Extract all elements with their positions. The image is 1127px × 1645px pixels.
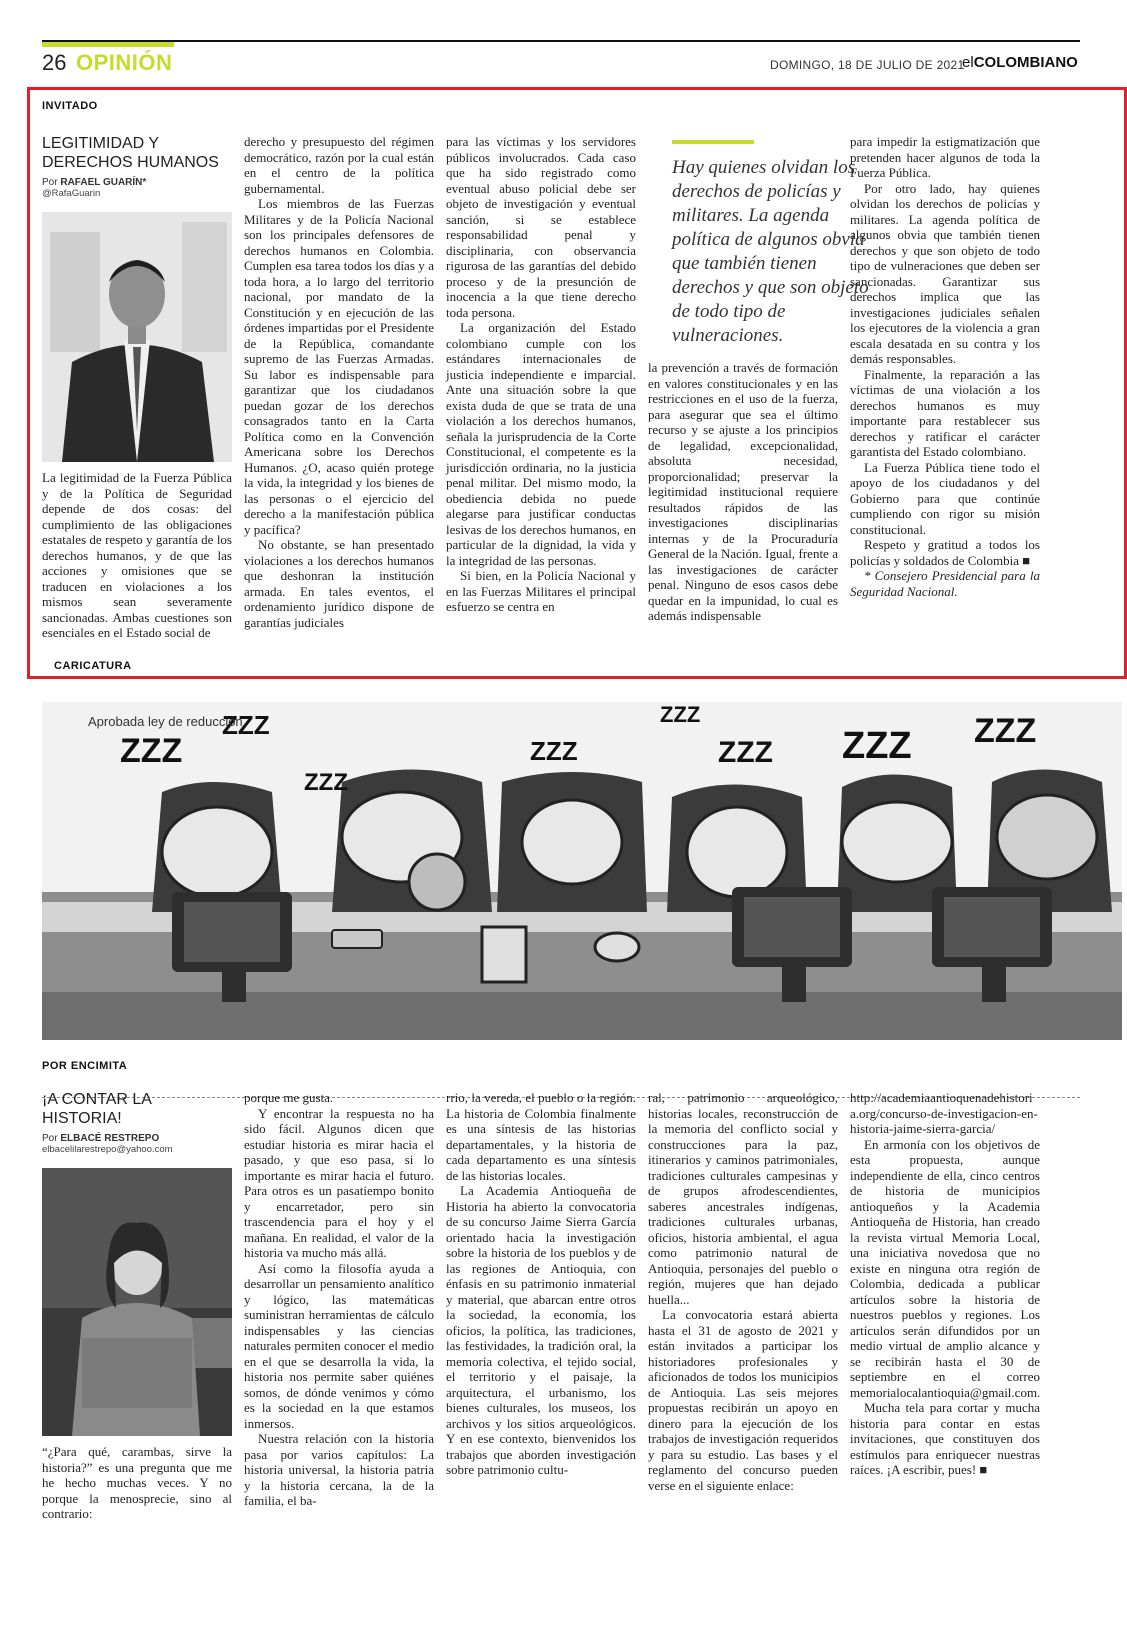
invitado-col5-p4: La Fuerza Pública tiene todo el apoyo de los ciudadanos y del Gobierno para que continúe cumpliendo con rigor su misión constitucional. (850, 459, 1040, 537)
invitado-column-1 (42, 470, 232, 641)
logo-prefix: el (962, 54, 974, 71)
section-accent-bar (42, 42, 174, 47)
zzz-mark-1: ZZZ (120, 732, 183, 770)
byline-por: Por (42, 177, 58, 188)
invitado-col4-text: la prevención a través de formación en valores constitucionales y en las restricciones en el uso de la fuerza, para asegurar que sea el último recurso y se ajuste a los principios de legalidad, excepcionalidad, absoluta necesidad, proporcionalidad; preservar la legitimidad institucional requiere resultados rápidos de las investigaciones disciplinarias internas y de la Procuraduría General de la Nación. Igual, frente a las investigaciones de carácter penal. Ninguno de esos casos debe quedar en la impunidad, lo cual es además indispensable (648, 360, 838, 623)
cartoon-illustration (42, 702, 1122, 1040)
logo-main: COLOMBIANO (973, 54, 1078, 71)
pull-quote-accent (672, 140, 754, 144)
encimita-label: POR ENCIMITA (42, 1060, 128, 1072)
encimita-col5-p2: En armonía con los objetivos de esta propuesta, aunque independiente de ella, cinco centros de historia de municipios antioqueños y la Academia Antioqueña de Historia, han creado la revista virtual Memoria Local, una iniciativa novedosa que no existe en ninguna otra región de Colombia, dedicada a publicar artículos sobre la historia de nuestros pueblos y regiones. Los artículos serán difundidos por un medio virtual de amplio alcance y se recibirán hasta el 30 de septiembre en el correo memorialocalantioquia@gmail.com. (850, 1136, 1041, 1400)
invitado-author: RAFAEL GUARÍN* (60, 177, 147, 188)
invitado-column-2 (244, 134, 434, 630)
invitado-footnote: * Consejero Presidencial para la Seguridad Nacional. (850, 568, 1040, 599)
encimita-byline (42, 1133, 232, 1144)
zzz-mark-4: ZZZ (530, 736, 578, 766)
invitado-col2-p3: No obstante, se han presentado violaciones a los derechos humanos que deshonran la institución armada. En tales eventos, el ordenamiento jurídico dispone de garantías judiciales (244, 537, 434, 630)
page-number: 26 (42, 50, 67, 75)
date-line: DOMINGO, 18 DE JULIO DE 2021 (770, 58, 965, 72)
encimita-email: elbacelilarestrepo@yahoo.com (42, 1144, 173, 1155)
invitado-col5-p1: para impedir la estigmatización que pretenden hacer algunos de toda la Fuerza Pública. (850, 134, 1040, 180)
encimita-title-line2: HISTORIA! (42, 1110, 122, 1127)
zzz-mark-8: ZZZ (974, 712, 1037, 750)
invitado-handle: @RafaGuarin (42, 188, 101, 199)
zzz-mark-6: ZZZ (718, 736, 773, 769)
invitado-column-4 (648, 360, 838, 624)
invitado-col2-p2: Los miembros de las Fuerzas Militares y de la Policía Nacional son los principales defensores de derechos humanos en Colombia. Cumplen esa tarea todos los días y a toda hora, a lo largo del territorio nacional, por mandato de la Constitución y en ejecución de las órdenes impartidas por el Presidente de la República, comandante supremo de las Fuerzas Armadas. Su labor es indispensable para garantizar que los ciudadanos puedan gozar de los derechos consagrados tanto en la Carta Política como en la Convención Americana sobre los Derechos Humanos. ¿O, acaso quién protege la vida, la integridad y los bienes de las personas o el ejercicio del derecho a la manifestación pública y pacífica? (244, 196, 434, 537)
invitado-heading-block (42, 134, 232, 199)
invitado-byline (42, 177, 232, 188)
header-rule (42, 40, 1080, 42)
invitado-col2-p1: derecho y presupuesto del régimen democrático, razón por la cual están en el centro de la política gubernamental. (244, 134, 434, 196)
invitado-col5-p3: Finalmente, la reparación a las víctimas de una violación a los derechos humanos es muy importante para restablecer sus derechos y ratificar el carácter garantista del Estado colombiano. (850, 366, 1040, 459)
invitado-col5-p5: Respeto y gratitud a todos los policías y soldados de Colombia ■ (850, 537, 1040, 568)
encimita-col5-p3: Mucha tela para cortar y mucha historia para contar en estas invitaciones, que constituyen dos estímulos para enriquecer nuestras raíces. ¡A escribir, pues! ■ (850, 1400, 1040, 1477)
author-photo-rafael (42, 212, 232, 462)
invitado-title-line1: LEGITIMIDAD Y (42, 135, 160, 152)
encimita-col4-p2: La convocatoria estará abierta hasta el 31 de agosto de 2021 y están invitados a participar los historiadores profesionales y aficionados de todos los municipios de Antioquia. Las seis mejores propuestas recibirán un apoyo en dinero para la ejecución de los trabajos de investigación requeridos y para su estudio. Las bases y el reglamento del concurso pueden verse en el siguiente enlace: (648, 1307, 838, 1493)
encimita-column-1 (42, 1444, 232, 1522)
contest-link[interactable]: http://academiaantioquenadehistoria.org/concurso-de-investigacion-en-historia-jaime-sierra-garcia/ (850, 1090, 1038, 1136)
encimita-author: ELBACÉ RESTREPO (60, 1133, 160, 1144)
invitado-col1-text: La legitimidad de la Fuerza Pública y de la Política de Seguridad depende de dos cosas: del cumplimiento de las obligaciones estatales de respeto y garantía de los derechos humanos, y de que las acciones y omisiones que se traducen en violaciones a los mismos sean severamente sancionadas. Ambas cuestiones son esenciales en el Estado social de (42, 470, 232, 640)
caricatura-label: CARICATURA (54, 660, 132, 672)
encimita-col4-p1: ral, patrimonio arqueológico, historias locales, reconstrucción de la memoria del conflicto social y construcciones para la paz, itinerarios y caminos patrimoniales, tradiciones culturales campesinas y de grupos afrodescendientes, saberes ancestrales indígenas, tradiciones culturales urbanas, oficios, historia ambiental, el agua como patrimonio natural de Antioquia, personajes del pueblo o región, mujeres que han dejado huella... (648, 1090, 838, 1307)
encimita-col2-p4: Nuestra relación con la historia pasa por varios capítulos: La historia universal, la historia patria y la historia cercana, la de la familia, el ba- (244, 1431, 434, 1508)
zzz-mark-5: ZZZ (660, 702, 701, 727)
cartoon-panel (42, 702, 1122, 1040)
encimita-col3-p2: La Academia Antioqueña de Historia ha abierto la convocatoria de su concurso Jaime Sierra García orientado hacia la investigación sobre la historia de los pueblos y de las regiones de Antioquia, con énfasis en su patrimonio inmaterial y material, que abarcan entre otros la sociedad, la economía, los oficios, la política, las tradiciones, las festividades, la tradición oral, la memoria colectiva, el tejido social, el territorio y el paisaje, la arquitectura, el urbanismo, los bienes culturales, los museos, los archivos y los sitios arqueológicos. Y en ese contexto, bienvenidos los trabajos que aborden investigación sobre patrimonio cultu- (446, 1183, 636, 1477)
encimita-column-5 (850, 1090, 1040, 1478)
invitado-title-line2: DERECHOS HUMANOS (42, 154, 219, 171)
invitado-label: INVITADO (42, 100, 98, 112)
newspaper-logo (962, 54, 1078, 71)
invitado-column-3 (446, 134, 636, 615)
invitado-col3-p2: La organización del Estado colombiano cumple con los estándares internacionales de justicia independiente e imparcial. Ante una situación sobre la que exista duda de que se trata de una violación a los derechos humanos, señala la jurisprudencia de la Corte Constitucional, el competente es la jurisdicción ordinaria, no la justicia penal militar. Del mismo modo, la obediencia debida no puede alegarse para justificar conductas lesivas de los derechos humanos, en particular de la dignidad, la vida y la integridad de las personas. (446, 320, 636, 568)
zzz-mark-2: ZZZ (222, 710, 270, 740)
encimita-column-3 (446, 1090, 636, 1478)
encimita-col2-p1: porque me gusta. (244, 1090, 334, 1105)
invitado-col3-p1: para las víctimas y los servidores públicos involucrados. Cada caso que ha sido registrado como eventual abuso policial debe ser objeto de investigación y eventual sanción, si se establece responsabilidad penal y disciplinaria, con observancia rigurosa de las garantías del debido proceso y de la presunción de inocencia a la que tiene derecho toda persona. (446, 134, 636, 320)
zzz-mark-7: ZZZ (842, 725, 912, 767)
encimita-col3-p1: rrio, la vereda, el pueblo o la región. La historia de Colombia finalmente es una síntesis de las historias departamentales, y la historia de cada departamento es una síntesis de las historias locales. (446, 1090, 636, 1183)
cartoon-caption: Aprobada ley de reducción (88, 714, 243, 729)
zzz-mark-3: ZZZ (304, 769, 348, 796)
encimita-title-line1: ¡A CONTAR LA (42, 1091, 152, 1108)
invitado-col5-p2: Por otro lado, hay quienes olvidan los derechos de policías y militares. La agenda política de algunos obvia que también tienen derechos y que son objeto de todo tipo de vulneraciones que deben ser sancionadas. Garantizar sus derechos implica que las investigaciones judiciales señalen los ejecutores de la violencia a gran escala desatada en su contra y los demás responsables. (850, 180, 1040, 366)
pull-quote: Hay quienes olvidan los derechos de policías y militares. La agenda política de algunos obvia que también tienen derechos y que son objeto de todo tipo de vulneraciones. (672, 157, 869, 346)
encimita-column-4 (648, 1090, 838, 1493)
invitado-column-5 (850, 134, 1040, 599)
encimita-column-2 (244, 1090, 434, 1509)
author-photo-elbace (42, 1168, 232, 1436)
encimita-col2-p2: Y encontrar la respuesta no ha sido fácil. Algunos dicen que estudiar historia es mirar hacia el pasado, y que eso pasa, si lo importante es mirar hacia el futuro. Para otros es un pasatiempo bonito y encarretador, pero sin trascendencia para el hoy y el mañana. En realidad, el valor de la historia va mucho más allá. (244, 1105, 434, 1260)
encimita-col1-text: “¿Para qué, carambas, sirve la historia?” es una pregunta que me he hecho muchas veces. Y no porque la menosprecie, sino al contrario: (42, 1444, 232, 1521)
invitado-col3-p3: Si bien, en la Policía Nacional y en las Fuerzas Militares el principal esfuerzo se centra en (446, 568, 636, 614)
encimita-col2-p3: Así como la filosofía ayuda a desarrollar un pensamiento analítico y lógico, las matemáticas suministran herramientas de cálculo indispensables y las ciencias naturales permiten conocer el medio en el que se desarrolla la vida, la historia nos permite saber quiénes somos, de dónde venimos y cómo es la sociedad en la que estamos inmersos. (244, 1260, 434, 1431)
section-title: OPINIÓN (76, 50, 173, 75)
encimita-heading-block (42, 1090, 232, 1155)
encimita-byline-por: Por (42, 1133, 58, 1144)
